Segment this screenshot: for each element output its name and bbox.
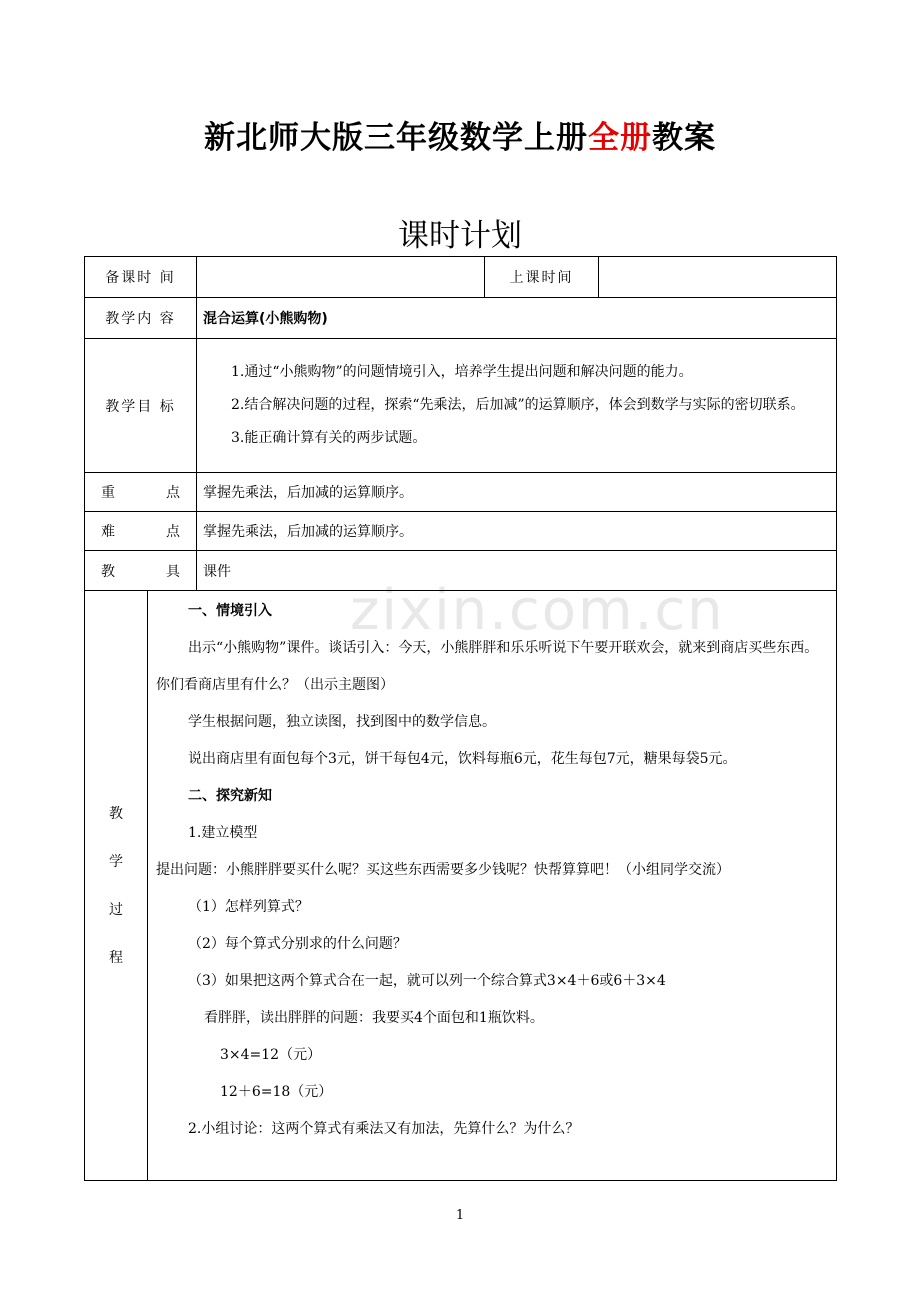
process-label [85, 591, 148, 1181]
goal-item: 3.能正确计算有关的两步试题。 [231, 430, 427, 446]
row-difficulty [85, 512, 837, 551]
class-time-label: 上课时间 [485, 257, 599, 298]
process-label-char: 教 [109, 805, 123, 822]
goal-item: 2.结合解决问题的过程，探索“先乘法，后加减”的运算顺序，体会到数学与实际的密切联系。 [231, 397, 805, 413]
title-highlight-text: 全册 [588, 120, 652, 156]
tools-label: 教具 [85, 551, 197, 591]
watermark: zixin.com.cn [350, 578, 725, 643]
equation: 3×4=12（元） [220, 1047, 322, 1063]
paragraph: （2）每个算式分别求的什么问题？ [188, 936, 407, 952]
paragraph: 1.建立模型 [188, 825, 258, 841]
paragraph: 出示“小熊购物”课件。谈话引入：今天，小熊胖胖和乐乐听说下午要开联欢会，就来到商店买些东西。你们看商店里有什么？（出示主题图） [156, 640, 819, 693]
row-process [85, 591, 837, 1181]
prep-time-value [197, 257, 485, 298]
row-prep-time [85, 257, 837, 298]
row-goals [85, 339, 837, 473]
page-number: 1 [455, 1208, 465, 1223]
section-heading: 一、情境引入 [188, 603, 272, 619]
content-label: 教学内 容 [85, 298, 197, 339]
process-label-char: 学 [109, 853, 123, 870]
title-main-text: 新北师大版三年级数学上册 [204, 120, 588, 156]
key-point-value: 掌握先乘法，后加减的运算顺序。 [197, 473, 837, 512]
paragraph: 说出商店里有面包每个3元，饼干每包4元，饮料每瓶6元，花生每包7元，糖果每袋5元。 [188, 751, 737, 767]
paragraph: （1）怎样列算式？ [188, 899, 309, 915]
process-content [148, 591, 837, 1181]
goals-label: 教学目 标 [85, 339, 197, 473]
content-value: 混合运算(小熊购物) [197, 298, 837, 339]
lesson-plan-heading: 课时计划 [398, 218, 522, 254]
difficulty-label: 难点 [85, 512, 197, 551]
paragraph: 2.小组讨论：这两个算式有乘法又有加法，先算什么？为什么？ [188, 1121, 580, 1137]
difficulty-value: 掌握先乘法，后加减的运算顺序。 [197, 512, 837, 551]
tools-value: 课件 [197, 551, 837, 591]
row-content [85, 298, 837, 339]
goals-cell [197, 339, 837, 473]
section-heading: 二、探究新知 [188, 788, 272, 804]
paragraph: 提出问题：小熊胖胖要买什么呢？买这些东西需要多少钱呢？快帮算算吧！（小组同学交流） [156, 862, 730, 878]
equation: 12＋6=18（元） [220, 1084, 333, 1100]
row-tools [85, 551, 837, 591]
paragraph: （3）如果把这两个算式合在一起，就可以列一个综合算式3×4＋6或6＋3×4 [188, 973, 666, 989]
goal-item: 1.通过“小熊购物”的问题情境引入，培养学生提出问题和解决问题的能力。 [231, 364, 693, 380]
document-title [0, 112, 920, 157]
key-point-label: 重点 [85, 473, 197, 512]
title-end-text: 教案 [652, 120, 716, 156]
process-label-char: 程 [109, 949, 123, 966]
lesson-plan-table [84, 256, 837, 1181]
class-time-value [599, 257, 837, 298]
process-label-char: 过 [109, 901, 123, 918]
row-key-point [85, 473, 837, 512]
prep-time-label: 备课时 间 [85, 257, 197, 298]
paragraph: 学生根据问题，独立读图，找到图中的数学信息。 [188, 714, 496, 730]
paragraph: 看胖胖，读出胖胖的问题：我要买4个面包和1瓶饮料。 [204, 1010, 544, 1026]
